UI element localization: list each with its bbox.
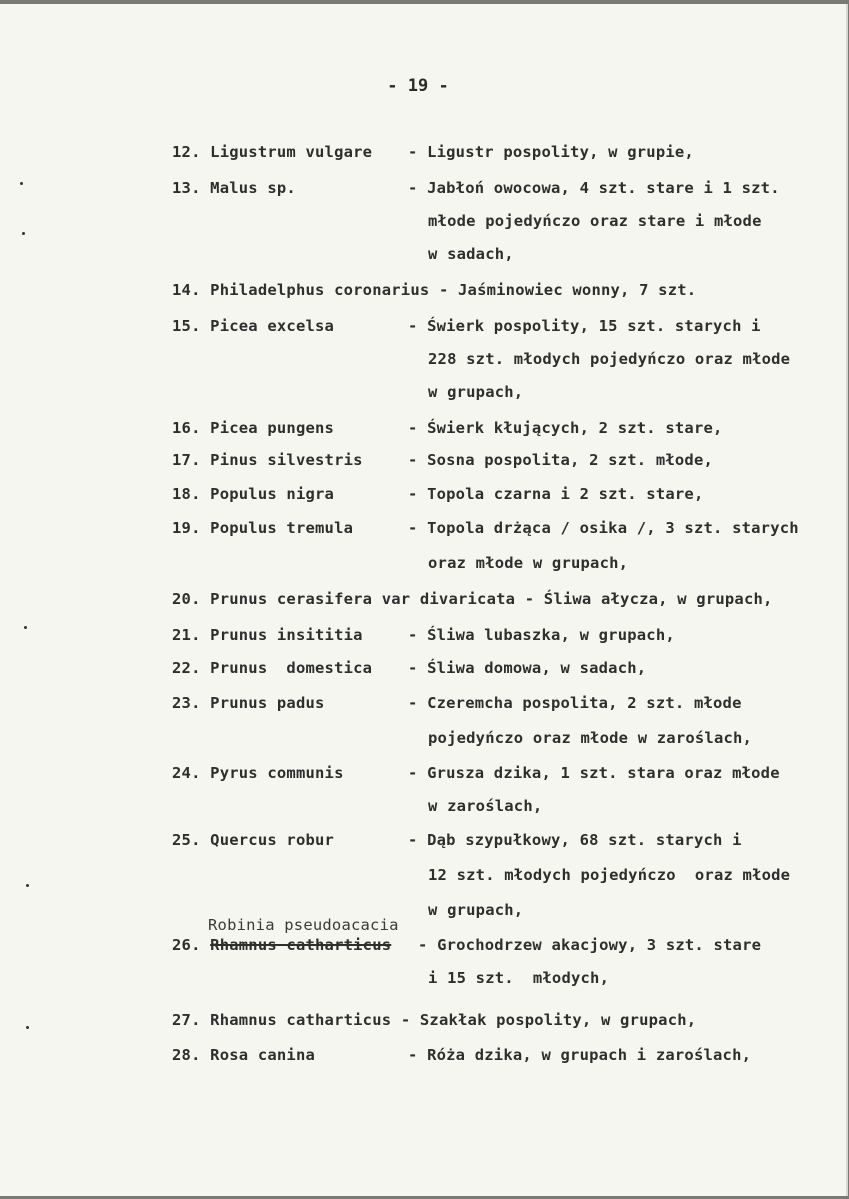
- entry-22: [172, 659, 372, 677]
- entry-24-desc: - Grusza dzika, 1 szt. stara oraz młode: [408, 764, 780, 782]
- entry-26: [172, 936, 391, 954]
- entry-20: [172, 590, 773, 608]
- entry-27-desc: - Szakłak pospolity, w grupach,: [400, 1011, 697, 1029]
- entry-number: 17.: [172, 451, 201, 469]
- entry-13-desc-2: młode pojedyńczo oraz stare i młode: [428, 212, 762, 230]
- latin-name: Picea excelsa: [210, 317, 335, 335]
- margin-mark: [22, 232, 25, 235]
- entry-12: [172, 143, 372, 161]
- entry-17-desc: - Sosna pospolita, 2 szt. młode,: [408, 451, 714, 469]
- entry-15-desc-3: w grupach,: [428, 383, 524, 401]
- entry-26-desc-2: i 15 szt. młodych,: [428, 969, 610, 987]
- entry-23: [172, 694, 325, 712]
- latin-name: Pinus silvestris: [210, 451, 363, 469]
- latin-name: Prunus cerasifera var divaricata: [210, 590, 516, 608]
- latin-name: Prunus padus: [210, 694, 325, 712]
- entry-25: [172, 831, 334, 849]
- margin-mark: [24, 626, 27, 629]
- entry-20-desc: - Śliwa ałycza, w grupach,: [524, 590, 773, 608]
- entry-number: 20.: [172, 590, 201, 608]
- entry-number: 27.: [172, 1011, 201, 1029]
- entry-21: [172, 626, 363, 644]
- latin-name: Malus sp.: [210, 179, 296, 197]
- latin-name: Rosa canina: [210, 1046, 316, 1064]
- entry-16: [172, 419, 334, 437]
- entry-23-desc: - Czeremcha pospolita, 2 szt. młode: [408, 694, 742, 712]
- entry-number: 24.: [172, 764, 201, 782]
- entry-number: 12.: [172, 143, 201, 161]
- entry-number: 28.: [172, 1046, 201, 1064]
- latin-name: Prunus insititia: [210, 626, 363, 644]
- latin-name-struck: Rhamnus catharticus: [210, 936, 392, 954]
- latin-name: Quercus robur: [210, 831, 335, 849]
- entry-27: [172, 1011, 696, 1029]
- entry-24-desc-2: w zaroślach,: [428, 797, 543, 815]
- entry-14-desc: - Jaśminowiec wonny, 7 szt.: [438, 281, 697, 299]
- entry-26-desc: - Grochodrzew akacjowy, 3 szt. stare: [418, 936, 762, 954]
- entry-15-desc: - Świerk pospolity, 15 szt. starych i: [408, 317, 761, 335]
- latin-name: Ligustrum vulgare: [210, 143, 373, 161]
- entry-number: 16.: [172, 419, 201, 437]
- page-number: - 19 -: [387, 76, 449, 96]
- entry-14: [172, 281, 696, 299]
- entry-28: [172, 1046, 315, 1064]
- entry-17: [172, 451, 363, 469]
- entry-12-desc: - Ligustr pospolity, w grupie,: [408, 143, 694, 161]
- entry-25-desc: - Dąb szypułkowy, 68 szt. starych i: [408, 831, 742, 849]
- entry-number: 18.: [172, 485, 201, 503]
- entry-number: 26.: [172, 936, 201, 954]
- entry-13: [172, 179, 296, 197]
- entry-18: [172, 485, 334, 503]
- entry-22-desc: - Śliwa domowa, w sadach,: [408, 659, 647, 677]
- entry-19: [172, 519, 353, 537]
- entry-28-desc: - Róża dzika, w grupach i zaroślach,: [408, 1046, 752, 1064]
- entry-25-desc-2: 12 szt. młodych pojedyńczo oraz młode: [428, 866, 791, 884]
- latin-name: Pyrus communis: [210, 764, 344, 782]
- entry-23-desc-2: pojedyńczo oraz młode w zaroślach,: [428, 729, 753, 747]
- entry-number: 22.: [172, 659, 201, 677]
- entry-18-desc: - Topola czarna i 2 szt. stare,: [408, 485, 704, 503]
- latin-name: Rhamnus catharticus: [210, 1011, 392, 1029]
- entry-21-desc: - Śliwa lubaszka, w grupach,: [408, 626, 675, 644]
- entry-13-desc: - Jabłoń owocowa, 4 szt. stare i 1 szt.: [408, 179, 780, 197]
- margin-mark: [26, 1026, 29, 1029]
- margin-mark: [20, 182, 23, 185]
- entry-number: 13.: [172, 179, 201, 197]
- entry-25-desc-3: w grupach,: [428, 901, 524, 919]
- entry-number: 19.: [172, 519, 201, 537]
- latin-name: Populus tremula: [210, 519, 354, 537]
- entry-number: 23.: [172, 694, 201, 712]
- entry-15-desc-2: 228 szt. młodych pojedyńczo oraz młode: [428, 350, 791, 368]
- entry-13-desc-3: w sadach,: [428, 245, 514, 263]
- entry-number: 21.: [172, 626, 201, 644]
- entry-number: 14.: [172, 281, 201, 299]
- entry-19-desc: - Topola drżąca / osika /, 3 szt. starych: [408, 519, 799, 537]
- margin-mark: [26, 884, 29, 887]
- entry-number: 15.: [172, 317, 201, 335]
- latin-name: Picea pungens: [210, 419, 335, 437]
- entry-number: 25.: [172, 831, 201, 849]
- entry-15: [172, 317, 334, 335]
- document-page: [0, 4, 848, 1196]
- entry-26-correction: Robinia pseudoacacia: [208, 916, 399, 934]
- entry-19-desc-2: oraz młode w grupach,: [428, 554, 629, 572]
- latin-name: Populus nigra: [210, 485, 335, 503]
- latin-name: Prunus domestica: [210, 659, 373, 677]
- entry-16-desc: - Świerk kłujących, 2 szt. stare,: [408, 419, 723, 437]
- latin-name: Philadelphus coronarius: [210, 281, 430, 299]
- entry-24: [172, 764, 344, 782]
